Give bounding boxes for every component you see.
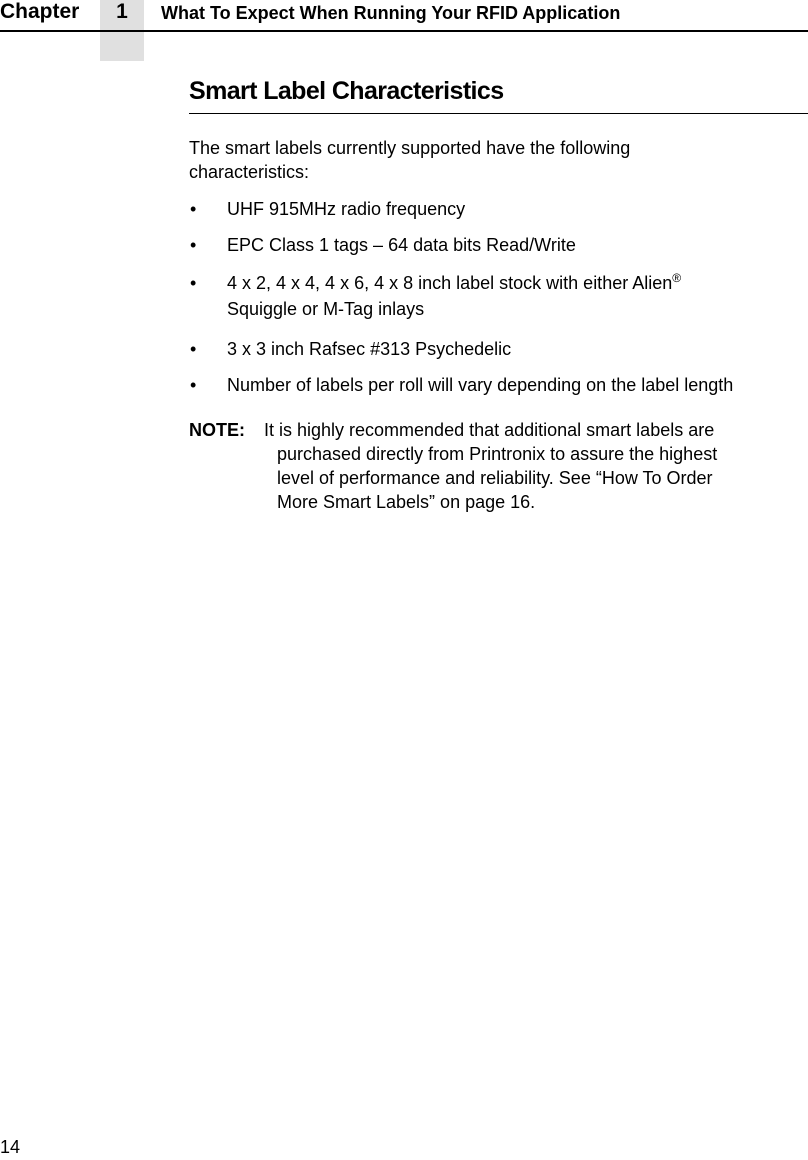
section-title: Smart Label Characteristics bbox=[189, 77, 504, 105]
chapter-label: Chapter bbox=[0, 0, 80, 23]
list-item-text-line-2: Squiggle or M-Tag inlays bbox=[227, 299, 425, 319]
registered-trademark-symbol: ® bbox=[672, 271, 682, 285]
page-number: 14 bbox=[0, 1137, 21, 1157]
header-rule bbox=[0, 30, 808, 32]
bullet-marker: • bbox=[190, 235, 197, 255]
bullet-marker: • bbox=[190, 199, 197, 219]
note-line-2: purchased directly from Printronix to assure the highest bbox=[277, 444, 718, 464]
note-line-3: level of performance and reliability. See “How To Order bbox=[277, 468, 713, 488]
note-text bbox=[264, 418, 804, 514]
note-line-4: More Smart Labels” on page 16. bbox=[277, 492, 536, 512]
intro-paragraph bbox=[189, 136, 808, 184]
intro-line-2: characteristics: bbox=[189, 162, 310, 182]
note-line-1: It is highly recommended that additional smart labels are bbox=[264, 420, 715, 440]
note-label: NOTE: bbox=[189, 420, 245, 440]
bullet-marker: • bbox=[190, 375, 197, 395]
section-rule bbox=[189, 113, 808, 114]
list-item-text: 3 x 3 inch Rafsec #313 Psychedelic bbox=[227, 339, 512, 359]
running-header-title: What To Expect When Running Your RFID Application bbox=[161, 3, 621, 23]
list-item-text: UHF 915MHz radio frequency bbox=[227, 199, 466, 219]
list-item-text: EPC Class 1 tags – 64 data bits Read/Write bbox=[227, 235, 576, 255]
page-header bbox=[0, 0, 808, 32]
list-item-text bbox=[227, 271, 681, 295]
bullet-marker: • bbox=[190, 273, 197, 293]
list-item-text-line-1: 4 x 2, 4 x 4, 4 x 6, 4 x 8 inch label stock with either Alien bbox=[227, 273, 673, 293]
bullet-marker: • bbox=[190, 339, 197, 359]
chapter-number: 1 bbox=[116, 0, 128, 23]
intro-line-1: The smart labels currently supported have the following bbox=[189, 138, 631, 158]
list-item-text: Number of labels per roll will vary depending on the label length bbox=[227, 375, 734, 395]
